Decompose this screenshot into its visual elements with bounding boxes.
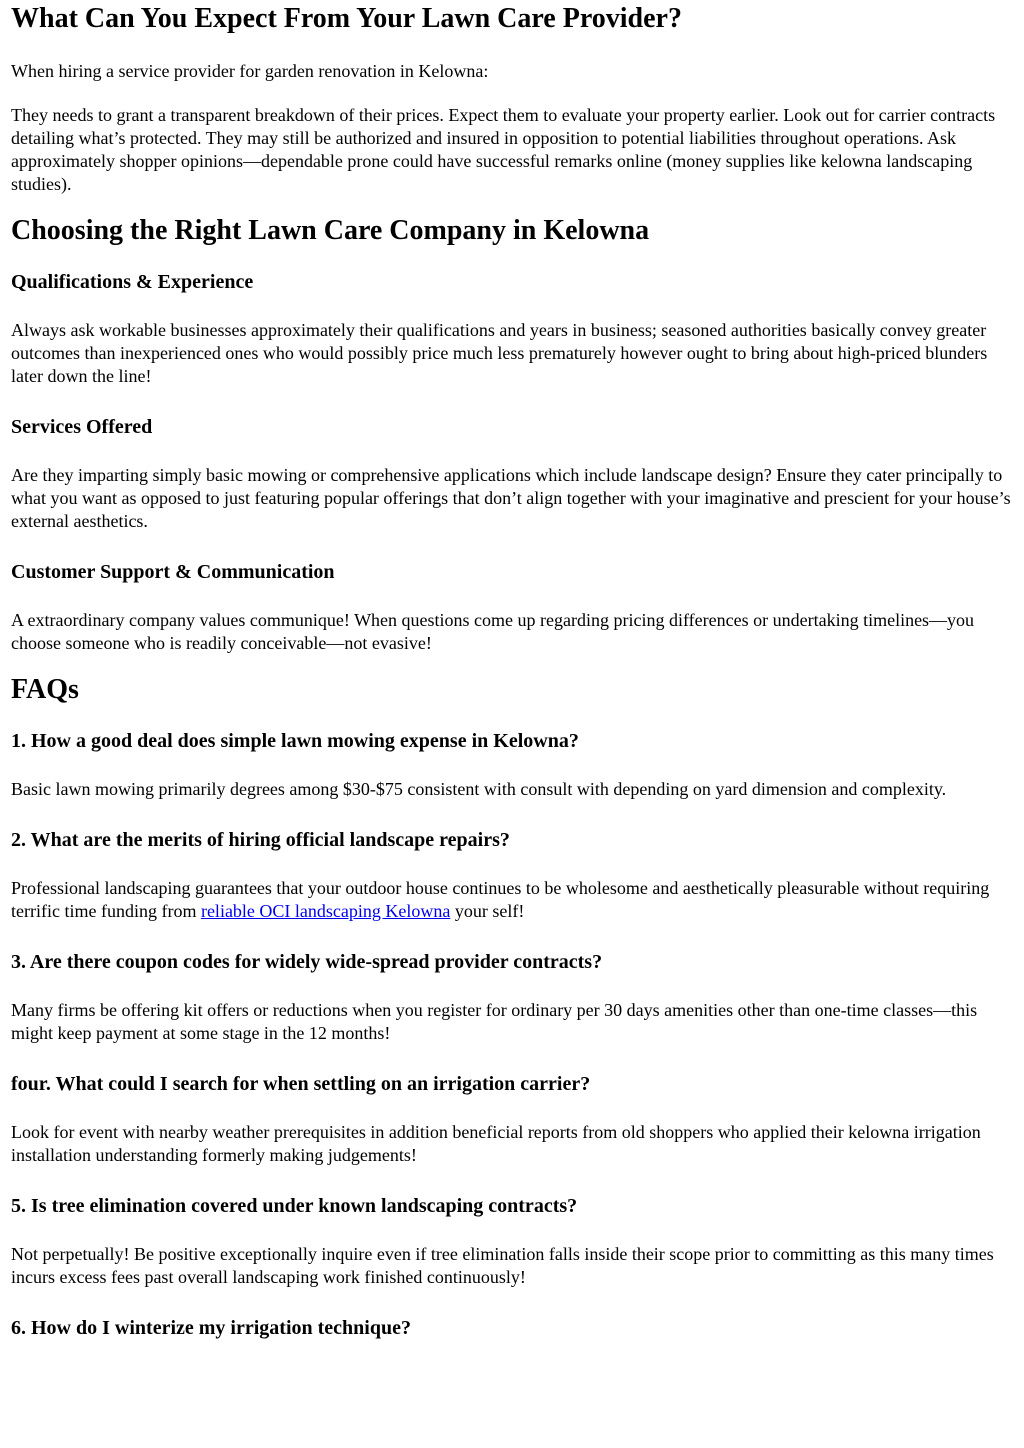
faq-question-1: 1. How a good deal does simple lawn mowing expense in Kelowna? xyxy=(11,730,579,752)
services-heading: Services Offered xyxy=(11,416,153,438)
faq-answer-4: Look for event with nearby weather prerequisites in addition beneficial reports from old shoppers who applied their kelowna irrigation installation understanding formerly making judgements! xyxy=(11,1122,981,1165)
faq-answer-2-text-after: your self! xyxy=(450,901,525,921)
article xyxy=(0,2,1024,1340)
intro-detail-paragraph: They needs to grant a transparent breakdown of their prices. Expect them to evaluate your property earlier. Look out for carrier contracts detailing what’s protected. They may still be authorized and insured in opposition to potential liabilities throughout operations. Ask approximately shopper opinions—dependable prone could have successful remarks online (money supplies like kelowna landscaping studies). xyxy=(11,105,996,194)
faq-question-4: four. What could I search for when settling on an irrigation carrier? xyxy=(11,1073,591,1095)
page-title: What Can You Expect From Your Lawn Care Provider? xyxy=(11,3,682,34)
faq-answer-2 xyxy=(11,877,1013,923)
support-heading: Customer Support & Communication xyxy=(11,561,335,583)
faq-question-6: 6. How do I winterize my irrigation technique? xyxy=(11,1317,411,1339)
support-paragraph: A extraordinary company values communique! When questions come up regarding pricing differences or undertaking timelines—you choose someone who is readily conceivable—not evasive! xyxy=(11,610,975,653)
choosing-heading: Choosing the Right Lawn Care Company in Kelowna xyxy=(11,215,650,246)
faq-question-5: 5. Is tree elimination covered under known landscaping contracts? xyxy=(11,1195,578,1217)
qualifications-paragraph: Always ask workable businesses approximately their qualifications and years in business; seasoned authorities basically convey greater outcomes than inexperienced ones who would possibly price much less prematurely however ought to bring about high-priced blunders later down the line! xyxy=(11,320,988,386)
faq-question-3: 3. Are there coupon codes for widely wide-spread provider contracts? xyxy=(11,951,603,973)
intro-paragraph: When hiring a service provider for garden renovation in Kelowna: xyxy=(11,61,489,81)
qualifications-heading: Qualifications & Experience xyxy=(11,271,254,293)
oci-landscaping-link[interactable]: reliable OCI landscaping Kelowna xyxy=(200,901,451,921)
services-paragraph: Are they imparting simply basic mowing or comprehensive applications which include landscape design? Ensure they cater principally to what you want as opposed to just featuring popular offerings that don’t align together with your imaginative and prescient for your house’s external aesthetics. xyxy=(11,465,1011,531)
faq-answer-5: Not perpetually! Be positive exceptionally inquire even if tree elimination falls inside their scope prior to committing as this many times incurs excess fees past overall landscaping work finished continuously! xyxy=(11,1244,994,1287)
faq-answer-3: Many firms be offering kit offers or reductions when you register for ordinary per 30 days amenities other than one-time classes—this might keep payment at some stage in the 12 months! xyxy=(11,1000,978,1043)
faq-answer-1: Basic lawn mowing primarily degrees among $30-$75 consistent with consult with depending on yard dimension and complexity. xyxy=(11,779,947,799)
faq-answer-2-text-before: Professional landscaping guarantees that your outdoor house continues to be wholesome and aesthetically pleasurable without requiring terrific time funding from xyxy=(11,878,990,921)
faqs-heading: FAQs xyxy=(11,674,79,705)
faq-question-2: 2. What are the merits of hiring official landscape repairs? xyxy=(11,829,510,851)
